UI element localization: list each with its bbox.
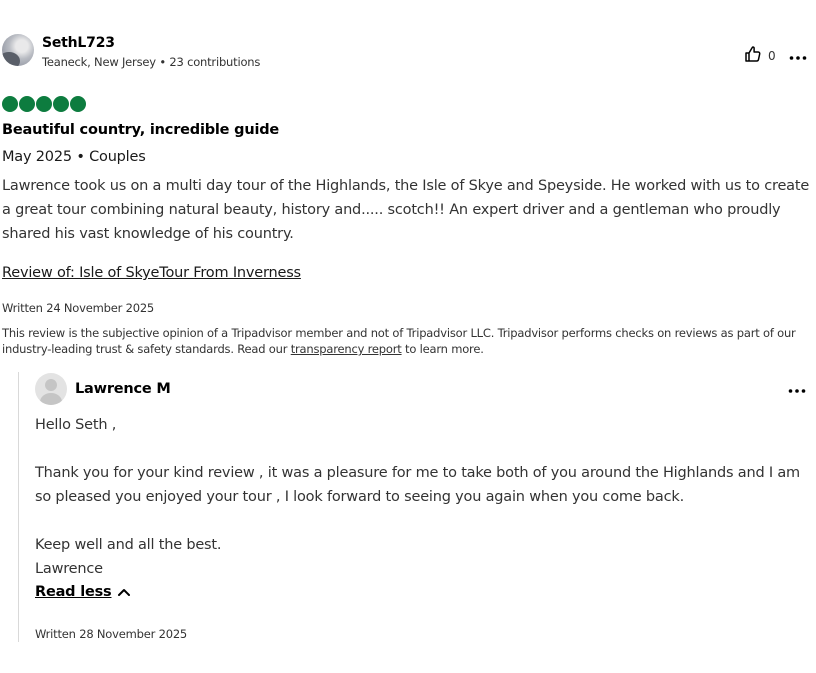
- review-disclaimer: [2, 325, 802, 357]
- response-closing: Keep well and all the best.: [35, 537, 222, 553]
- rating-bubbles: [2, 96, 86, 112]
- ellipsis-icon: [788, 379, 806, 398]
- trip-separator: •: [76, 149, 85, 165]
- review-of-link[interactable]: Review of: Isle of SkyeTour From Inverness: [2, 265, 301, 281]
- user-location: Teaneck, New Jersey: [42, 55, 156, 69]
- ellipsis-icon: [789, 46, 807, 65]
- response-body: [35, 413, 815, 581]
- trip-type: Couples: [89, 149, 146, 165]
- read-less-label: Read less: [35, 583, 112, 600]
- rating-bubble-icon: [53, 96, 69, 112]
- username[interactable]: SethL723: [42, 35, 115, 51]
- disclaimer-text-end: to learn more.: [401, 342, 484, 356]
- chevron-up-icon: [117, 582, 131, 601]
- owner-name[interactable]: Lawrence M: [75, 381, 171, 397]
- rating-bubble-icon: [19, 96, 35, 112]
- response-greeting: Hello Seth ,: [35, 417, 117, 433]
- helpful-vote-button[interactable]: [744, 46, 776, 66]
- owner-avatar[interactable]: [35, 373, 67, 405]
- user-meta: [42, 55, 260, 70]
- owner-response: [18, 372, 814, 642]
- response-more-options-button[interactable]: [787, 380, 807, 396]
- disclaimer-text: This review is the subjective opinion of a Tripadvisor member and not of Tripadvisor LLC. Tripadvisor performs checks on reviews as part of our industry-leading trust & safety standards. Read our: [2, 326, 796, 356]
- rating-bubble-icon: [2, 96, 18, 112]
- review-title: Beautiful country, incredible guide: [2, 122, 280, 138]
- response-paragraph: Thank you for your kind review , it was a pleasure for me to take both of you around the Highlands and I am so pleased you enjoyed your tour , I look forward to seeing you again when you come back.: [35, 465, 800, 505]
- trip-date: May 2025: [2, 149, 72, 165]
- avatar[interactable]: [2, 34, 34, 66]
- response-signature: Lawrence: [35, 561, 103, 577]
- user-contributions: 23 contributions: [169, 55, 261, 69]
- review-body: Lawrence took us on a multi day tour of the Highlands, the Isle of Skye and Speyside. He worked with us to create a great tour combining natural beauty, history and..... scotch!! An expert driver and a gentleman who proudly shared his vast knowledge of his country.: [2, 178, 810, 242]
- thumbs-up-icon: [744, 45, 762, 67]
- trip-info: [2, 148, 146, 166]
- review-more-options-button[interactable]: [788, 47, 808, 63]
- meta-separator: •: [159, 55, 166, 69]
- read-less-button[interactable]: [35, 582, 131, 601]
- response-written-date: Written 28 November 2025: [35, 627, 188, 641]
- rating-bubble-icon: [70, 96, 86, 112]
- transparency-report-link[interactable]: transparency report: [290, 342, 402, 356]
- helpful-count: 0: [768, 49, 776, 63]
- written-date: Written 24 November 2025: [2, 301, 155, 315]
- rating-bubble-icon: [36, 96, 52, 112]
